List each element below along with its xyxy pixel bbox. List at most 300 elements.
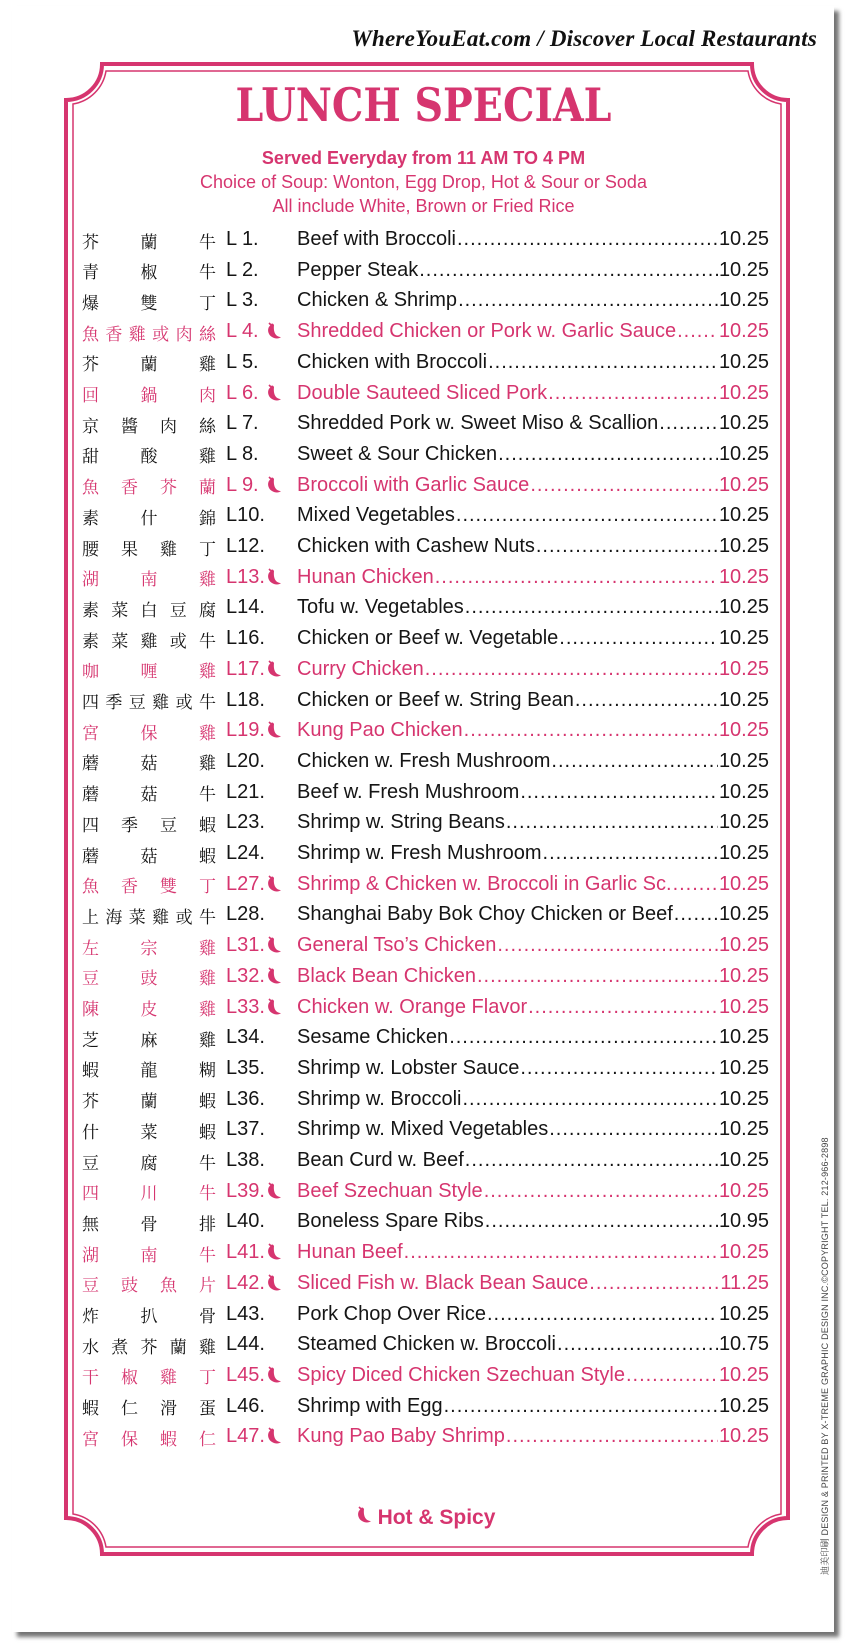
- menu-item-code: L13.: [226, 565, 265, 588]
- chinese-character: 牛: [199, 785, 216, 806]
- chinese-character: 排: [199, 1214, 216, 1235]
- chinese-character: 丁: [199, 539, 216, 560]
- menu-item-name: Shanghai Baby Bok Choy Chicken or Beef: [297, 903, 673, 926]
- chinese-character: 魚: [82, 877, 99, 898]
- menu-item-chinese-name: [82, 318, 216, 346]
- menu-item-chinese-name: [82, 1331, 216, 1359]
- menu-item-code: L28.: [226, 903, 265, 926]
- chinese-character: 蘑: [82, 846, 99, 867]
- dot-leader: [444, 1395, 718, 1418]
- chinese-character: 肉: [199, 386, 216, 406]
- menu-item-price: 10.25: [718, 258, 769, 281]
- menu-item-line: [297, 1180, 769, 1203]
- menu-item: [0, 715, 847, 747]
- menu-item-chinese-name: [82, 226, 216, 254]
- menu-item-price: 11.25: [720, 1271, 769, 1294]
- hot-pepper-icon: [262, 875, 282, 895]
- dot-leader: [520, 1057, 718, 1080]
- menu-item-name: Shrimp & Chicken w. Broccoli in Garlic Sc.: [297, 872, 672, 895]
- menu-item-price: 10.25: [718, 780, 769, 803]
- chinese-character: 骨: [140, 1214, 158, 1235]
- hot-pepper-icon: [262, 1366, 282, 1386]
- chinese-character: 蘭: [199, 478, 216, 499]
- print-credit: 迪美印刷 DESIGN & PRINTED BY X-TREME GRAPHIC DESIGN INC.©COPYRIGHT TEL. 212-966-2898: [820, 1137, 830, 1575]
- dot-leader: [497, 934, 718, 957]
- chinese-character: 菜: [111, 631, 129, 652]
- chinese-character: 絲: [198, 324, 216, 345]
- menu-item-line: [297, 259, 769, 282]
- menu-item-name: Shrimp w. Broccoli: [297, 1087, 462, 1110]
- chinese-character: 蘭: [169, 1337, 187, 1358]
- menu-item-chinese-name: [82, 901, 216, 929]
- hot-pepper-icon: [262, 1243, 282, 1263]
- menu-item-chinese-name: [82, 687, 216, 715]
- chinese-character: 咖: [82, 662, 99, 683]
- hot-pepper-icon: [262, 1274, 282, 1294]
- chinese-character: 雞: [128, 324, 146, 345]
- menu-item-price: 10.25: [718, 1425, 769, 1448]
- chinese-character: 豉: [121, 1276, 138, 1297]
- chinese-character: 回: [82, 386, 99, 406]
- menu-item-code: L38.: [226, 1149, 265, 1171]
- menu-item-price: 10.25: [718, 1363, 769, 1386]
- menu-item-code: L20.: [226, 749, 265, 772]
- chinese-character: 菇: [140, 846, 158, 867]
- menu-item-line: [297, 1118, 769, 1141]
- dot-leader: [626, 1364, 718, 1387]
- chinese-character: 四: [82, 1184, 99, 1205]
- menu-item-code: L27.: [226, 872, 265, 895]
- dot-leader: [543, 842, 718, 865]
- menu-item-price: 10.25: [718, 688, 769, 711]
- menu-item-price: 10.75: [718, 1333, 769, 1356]
- chinese-character: 雞: [160, 539, 177, 560]
- menu-item: [0, 992, 847, 1024]
- menu-item-line: [297, 719, 769, 742]
- menu-item: [0, 807, 847, 839]
- chinese-character: 骨: [199, 1307, 216, 1327]
- chinese-character: 水: [82, 1337, 99, 1358]
- menu-item-code: L37.: [226, 1118, 265, 1141]
- menu-item-line: [297, 596, 769, 619]
- chinese-character: 青: [82, 263, 99, 284]
- menu-item-code: L44.: [226, 1333, 265, 1356]
- menu-item-chinese-name: [82, 1239, 216, 1267]
- menu-item-price: 10.25: [718, 442, 769, 465]
- chinese-character: 白: [140, 600, 158, 621]
- menu-item-chinese-name: [82, 1301, 216, 1329]
- menu-item-name: Spicy Diced Chicken Szechuan Style: [297, 1363, 625, 1386]
- menu-item-code: L 5.: [226, 350, 259, 373]
- menu-item-chinese-name: [82, 287, 216, 315]
- menu-item-chinese-name: [82, 380, 216, 408]
- chinese-character: 丁: [199, 877, 216, 898]
- menu-item: [0, 408, 847, 440]
- chinese-character: 海: [105, 907, 123, 928]
- menu-item: [0, 1022, 847, 1054]
- menu-item-name: Hunan Beef: [297, 1241, 403, 1264]
- chinese-character: 蘑: [82, 754, 99, 775]
- menu-item-name: Hunan Chicken: [297, 565, 434, 588]
- hot-pepper-icon: [262, 1427, 282, 1447]
- dot-leader: [419, 259, 718, 282]
- menu-item: [0, 255, 847, 287]
- menu-item: [0, 347, 847, 379]
- dot-leader: [477, 965, 718, 988]
- menu-item-line: [297, 1395, 769, 1418]
- hot-pepper-icon: [262, 1182, 282, 1202]
- menu-item-name: Sesame Chicken: [297, 1026, 449, 1049]
- chinese-character: 宮: [82, 1429, 99, 1450]
- hot-pepper-icon: [352, 1506, 372, 1526]
- dot-leader: [528, 996, 718, 1019]
- menu-item-chinese-name: [82, 533, 216, 561]
- hot-pepper-icon: [262, 568, 282, 588]
- dot-leader: [425, 658, 718, 681]
- menu-item-price: 10.25: [718, 627, 769, 650]
- chinese-character: 保: [140, 723, 158, 744]
- chinese-character: 蝦: [199, 815, 216, 836]
- menu-item-code: L16.: [226, 627, 265, 650]
- menu-item-price: 10.25: [718, 289, 769, 312]
- menu-item-chinese-name: [82, 410, 216, 438]
- chinese-character: 錦: [199, 508, 216, 529]
- menu-item-name: Shredded Pork w. Sweet Miso & Scallion: [297, 412, 659, 435]
- menu-item-code: L45.: [226, 1363, 265, 1386]
- menu-item-name: Steamed Chicken w. Broccoli: [297, 1333, 557, 1356]
- chinese-character: 蘑: [82, 785, 99, 806]
- menu-item-name: Tofu w. Vegetables: [297, 596, 464, 619]
- chinese-character: 雞: [199, 754, 216, 775]
- chinese-character: 雞: [199, 570, 216, 591]
- menu-item-name: Chicken with Broccoli: [297, 350, 488, 373]
- menu-item-code: L23.: [226, 811, 265, 834]
- menu-item-name: Pepper Steak: [297, 258, 419, 281]
- menu-item: [0, 316, 847, 348]
- menu-item-price: 10.25: [718, 350, 769, 373]
- chinese-character: 季: [121, 815, 138, 836]
- dot-leader: [659, 412, 718, 435]
- menu-item-code: L19.: [226, 719, 265, 742]
- menu-item-price: 10.25: [718, 1149, 769, 1171]
- menu-item-code: L18.: [226, 688, 265, 711]
- dot-leader: [549, 1118, 718, 1141]
- menu-item-name: Curry Chicken: [297, 657, 424, 680]
- menu-item-name: Chicken w. Orange Flavor: [297, 995, 528, 1018]
- menu-item-name: Shrimp w. String Beans: [297, 811, 505, 834]
- menu-item-chinese-name: [82, 594, 216, 622]
- chinese-character: 季: [105, 693, 123, 713]
- menu-item-code: L14.: [226, 596, 265, 619]
- menu-item-line: [297, 934, 769, 957]
- menu-item: [0, 470, 847, 502]
- chinese-character: 或: [175, 907, 193, 928]
- menu-item-chinese-name: [82, 1423, 216, 1451]
- chinese-character: 雞: [199, 1000, 216, 1020]
- menu-item-price: 10.25: [718, 412, 769, 435]
- menu-item-name: Boneless Spare Ribs: [297, 1210, 484, 1233]
- menu-item-code: L 2.: [226, 258, 259, 281]
- menu-item-line: [297, 535, 769, 558]
- dot-leader: [458, 289, 718, 312]
- menu-item-price: 10.25: [718, 565, 769, 588]
- chinese-character: 保: [121, 1429, 138, 1450]
- menu-item-code: L 3.: [226, 289, 259, 312]
- chinese-character: 或: [152, 324, 170, 345]
- menu-item: [0, 746, 847, 778]
- menu-item-chinese-name: [82, 257, 216, 285]
- chinese-character: 四: [82, 693, 99, 713]
- menu-item-line: [297, 351, 769, 374]
- menu-item-name: Kung Pao Baby Shrimp: [297, 1425, 505, 1448]
- chinese-character: 蝦: [160, 1429, 177, 1450]
- menu-item-chinese-name: [82, 809, 216, 837]
- menu-item-name: Shrimp w. Mixed Vegetables: [297, 1118, 549, 1141]
- chinese-character: 蘭: [140, 355, 158, 376]
- menu-item: [0, 654, 847, 686]
- chinese-character: 龍: [140, 1061, 158, 1082]
- menu-item-code: L17.: [226, 657, 265, 680]
- menu-item-chinese-name: [82, 994, 216, 1022]
- chinese-character: 滑: [160, 1399, 177, 1420]
- menu-item-line: [297, 443, 769, 466]
- hot-pepper-icon: [262, 384, 282, 404]
- menu-item-code: L36.: [226, 1087, 265, 1110]
- chinese-character: 麻: [140, 1030, 158, 1051]
- dot-leader: [559, 627, 718, 650]
- dot-leader: [557, 1333, 718, 1356]
- menu-item-chinese-name: [82, 840, 216, 868]
- chinese-character: 牛: [199, 1245, 216, 1266]
- menu-item: [0, 869, 847, 901]
- chinese-character: 牛: [198, 693, 216, 713]
- spicy-legend: [0, 1506, 847, 1530]
- menu-item-chinese-name: [82, 1270, 216, 1298]
- dot-leader: [530, 474, 718, 497]
- chinese-character: 牛: [198, 907, 216, 928]
- menu-item-code: L32.: [226, 964, 265, 987]
- menu-item-code: L12.: [226, 535, 265, 557]
- menu-item: [0, 1237, 847, 1269]
- menu-item: [0, 224, 847, 256]
- chinese-character: 雞: [160, 1368, 177, 1389]
- chinese-character: 雞: [199, 355, 216, 376]
- hot-pepper-icon: [262, 476, 282, 496]
- chinese-character: 煮: [111, 1337, 129, 1358]
- chinese-character: 雞: [199, 723, 216, 744]
- chinese-character: 香: [121, 478, 138, 499]
- menu-item-price: 10.25: [718, 596, 769, 619]
- menu-item-code: L 8.: [226, 442, 259, 465]
- chinese-character: 仁: [121, 1399, 138, 1420]
- menu-item-chinese-name: [82, 1362, 216, 1390]
- chinese-character: 鍋: [140, 386, 158, 406]
- menu-item-line: [297, 412, 769, 435]
- chinese-character: 酸: [140, 447, 158, 468]
- menu-item: [0, 1268, 847, 1300]
- dot-leader: [457, 228, 718, 251]
- chinese-character: 無: [82, 1214, 99, 1235]
- menu-item-line: [297, 689, 769, 712]
- chinese-character: 素: [82, 508, 99, 529]
- menu-item-price: 10.25: [718, 811, 769, 834]
- menu-item: [0, 1360, 847, 1392]
- menu-item-code: L24.: [226, 842, 265, 864]
- menu-item-price: 10.25: [718, 842, 769, 864]
- menu-item-name: Chicken or Beef w. Vegetable: [297, 627, 559, 650]
- menu-item-code: L 4.: [226, 320, 259, 343]
- menu-item: [0, 961, 847, 993]
- menu-item: [0, 1053, 847, 1085]
- menu-item: [0, 777, 847, 809]
- chinese-character: 干: [82, 1368, 99, 1389]
- menu-item-price: 10.25: [718, 504, 769, 527]
- chinese-character: 雞: [140, 631, 158, 652]
- menu-item-chinese-name: [82, 502, 216, 530]
- menu-item-name: General Tso’s Chicken: [297, 934, 497, 957]
- chinese-character: 牛: [199, 631, 216, 652]
- menu-item-name: Kung Pao Chicken: [297, 719, 463, 742]
- chinese-character: 或: [175, 693, 193, 713]
- menu-item-line: [297, 1088, 769, 1111]
- dot-leader: [589, 1272, 719, 1295]
- menu-item-line: [297, 382, 769, 405]
- menu-item-chinese-name: [82, 717, 216, 745]
- chinese-character: 菇: [140, 754, 158, 775]
- chinese-character: 肉: [175, 324, 193, 345]
- menu-item-line: [297, 1149, 769, 1172]
- chinese-character: 豆: [82, 1153, 99, 1174]
- menu-item-code: L 7.: [226, 412, 259, 435]
- dot-leader: [463, 1088, 718, 1111]
- chinese-character: 芥: [82, 232, 99, 253]
- menu-item-name: Chicken with Cashew Nuts: [297, 535, 535, 557]
- menu-item-line: [297, 1026, 769, 1049]
- chinese-character: 蝦: [82, 1061, 99, 1082]
- chinese-character: 豉: [140, 969, 158, 990]
- chinese-character: 腐: [140, 1153, 158, 1174]
- menu-item-chinese-name: [82, 349, 216, 377]
- menu-item-line: [297, 289, 769, 312]
- menu-item: [0, 1145, 847, 1177]
- chinese-character: 牛: [199, 1153, 216, 1174]
- menu-item-price: 10.25: [718, 1118, 769, 1141]
- dot-leader: [520, 781, 718, 804]
- menu-item: [0, 838, 847, 870]
- dot-leader: [548, 382, 718, 405]
- menu-item-chinese-name: [82, 472, 216, 500]
- menu-item: [0, 1421, 847, 1453]
- site-caption: WhereYouEat.com / Discover Local Restaurants: [351, 26, 817, 51]
- chinese-character: 芥: [160, 478, 177, 499]
- menu-item-name: Beef Szechuan Style: [297, 1179, 483, 1202]
- chinese-character: 雞: [199, 1030, 216, 1051]
- chinese-character: 丁: [199, 1368, 216, 1389]
- menu-item-line: [297, 873, 769, 896]
- chinese-character: 椒: [121, 1368, 138, 1389]
- dot-leader: [465, 1149, 718, 1172]
- menu-item-price: 10.25: [718, 657, 769, 680]
- chinese-character: 肉: [160, 416, 177, 437]
- dot-leader: [488, 351, 718, 374]
- chinese-character: 或: [169, 631, 187, 652]
- menu-item-line: [297, 1272, 769, 1295]
- dot-leader: [677, 320, 718, 343]
- chinese-character: 炸: [82, 1307, 99, 1327]
- dot-leader: [575, 689, 718, 712]
- menu-item-code: L46.: [226, 1394, 265, 1417]
- chinese-character: 喱: [140, 662, 158, 683]
- chinese-character: 京: [82, 416, 99, 437]
- dot-leader: [465, 596, 718, 619]
- chinese-character: 扒: [140, 1307, 158, 1327]
- chinese-character: 腰: [82, 539, 99, 560]
- menu-item-name: Black Bean Chicken: [297, 964, 476, 987]
- menu-item-line: [297, 658, 769, 681]
- dot-leader: [404, 1241, 718, 1264]
- menu-item-chinese-name: [82, 932, 216, 960]
- menu-item-chinese-name: [82, 1116, 216, 1144]
- chinese-character: 芥: [82, 355, 99, 376]
- chinese-character: 川: [140, 1184, 158, 1205]
- menu-item-code: L33.: [226, 995, 265, 1018]
- rice-choice-note: All include White, Brown or Fried Rice: [272, 196, 575, 216]
- menu-item-price: 10.25: [718, 473, 769, 496]
- menu-item-code: L42.: [226, 1271, 265, 1294]
- chinese-character: 菜: [111, 600, 129, 621]
- chinese-character: 甜: [82, 447, 99, 468]
- menu-item-name: Shrimp w. Fresh Mushroom: [297, 842, 542, 864]
- menu-item-name: Chicken w. Fresh Mushroom: [297, 749, 551, 772]
- menu-item-line: [297, 1241, 769, 1264]
- menu-item-code: L 1.: [226, 228, 259, 250]
- chinese-character: 四: [82, 815, 99, 836]
- chinese-character: 芝: [82, 1030, 99, 1051]
- menu-item-line: [297, 1425, 769, 1448]
- menu-item-chinese-name: [82, 1393, 216, 1421]
- dot-leader: [674, 903, 718, 926]
- chinese-character: 丁: [199, 293, 216, 314]
- chinese-character: 牛: [199, 263, 216, 284]
- dot-leader: [536, 535, 718, 558]
- chinese-character: 爆: [82, 293, 99, 314]
- chinese-character: 絲: [199, 416, 216, 437]
- chinese-character: 牛: [199, 1184, 216, 1205]
- chinese-character: 南: [140, 1245, 158, 1266]
- menu-item-chinese-name: [82, 656, 216, 684]
- menu-item-price: 10.25: [718, 535, 769, 557]
- chinese-character: 上: [82, 907, 99, 928]
- menu-item-price: 10.25: [718, 903, 769, 926]
- hot-pepper-icon: [262, 936, 282, 956]
- menu-item-code: L41.: [226, 1241, 265, 1264]
- menu-item-chinese-name: [82, 625, 216, 653]
- chinese-character: 雙: [160, 877, 177, 898]
- chinese-character: 魚: [82, 478, 99, 499]
- menu-item-name: Mixed Vegetables: [297, 504, 455, 527]
- chinese-character: 片: [199, 1276, 216, 1297]
- hot-pepper-icon: [262, 322, 282, 342]
- menu-item-code: L47.: [226, 1425, 265, 1448]
- menu-item-line: [297, 903, 769, 926]
- chinese-character: 菜: [140, 1122, 158, 1143]
- serving-hours: Served Everyday from 11 AM TO 4 PM: [261, 148, 586, 168]
- chinese-character: 豆: [169, 600, 187, 621]
- menu-item-price: 10.25: [718, 1056, 769, 1079]
- menu-item-chinese-name: [82, 1086, 216, 1114]
- menu-item-line: [297, 965, 769, 988]
- chinese-character: 南: [140, 570, 158, 591]
